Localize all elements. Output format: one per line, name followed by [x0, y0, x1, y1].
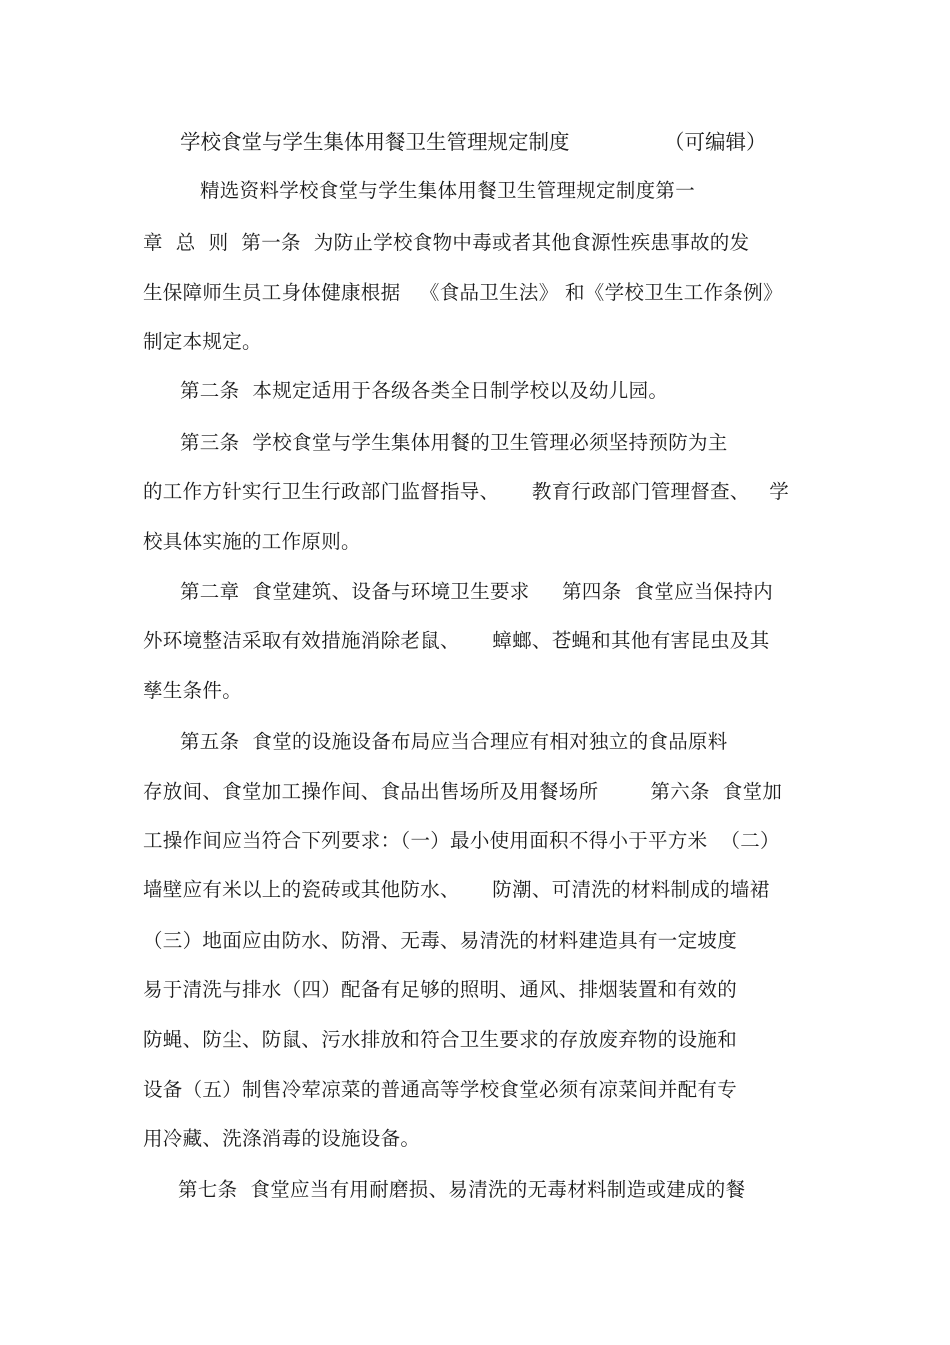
- text-line: 工操作间应当符合下列要求：（一）最小使用面积不得小于平方米 （二）: [143, 829, 780, 852]
- text-line: 第二章 食堂建筑、设备与环境卫生要求 第四条 食堂应当保持内: [180, 580, 774, 603]
- text-line: 第二条 本规定适用于各级各类全日制学校以及幼儿园。: [180, 379, 669, 402]
- text-line: 孳生条件。: [143, 679, 243, 702]
- text-line: 校具体实施的工作原则。: [143, 530, 361, 553]
- text-line: （三）地面应由防水、防滑、无毒、易清洗的材料建造具有一定坡度: [143, 929, 738, 952]
- text-line: 生保障师生员工身体健康根据 《食品卫生法》 和《学校卫生工作条例》: [143, 281, 783, 304]
- text-line: 第七条 食堂应当有用耐磨损、易清洗的无毒材料制造或建成的餐: [178, 1178, 746, 1201]
- text-line: 墙壁应有米以上的瓷砖或其他防水、 防潮、可清洗的材料制成的墙裙: [143, 878, 770, 901]
- text-line: 精选资料学校食堂与学生集体用餐卫生管理规定制度第一: [200, 179, 696, 202]
- text-line: 易于清洗与排水（四）配备有足够的照明、通风、排烟装置和有效的: [143, 978, 738, 1001]
- document-title: 学校食堂与学生集体用餐卫生管理规定制度: [180, 130, 570, 154]
- text-line: 存放间、食堂加工操作间、食品出售场所及用餐场所 第六条 食堂加: [143, 780, 783, 803]
- text-line: 第五条 食堂的设施设备布局应当合理应有相对独立的食品原料: [180, 730, 728, 753]
- text-line: 制定本规定。: [143, 330, 262, 353]
- text-line: 用冷藏、洗涤消毒的设施设备。: [143, 1127, 421, 1150]
- text-line: 的工作方针实行卫生行政部门监督指导、 教育行政部门管理督查、 学: [143, 480, 789, 503]
- text-line: 外环境整洁采取有效措施消除老鼠、 蟑螂、苍蝇和其他有害昆虫及其: [143, 629, 770, 652]
- text-line: 防蝇、防尘、防鼠、污水排放和符合卫生要求的存放废弃物的设施和: [143, 1028, 738, 1051]
- text-line: 章 总 则 第一条 为防止学校食物中毒或者其他食源性疾患事故的发: [143, 231, 750, 254]
- text-line: 第三条 学校食堂与学生集体用餐的卫生管理必须坚持预防为主: [180, 431, 728, 454]
- document-title-suffix: （可编辑）: [664, 130, 767, 154]
- text-line: 设备（五）制售冷荤凉菜的普通高等学校食堂必须有凉菜间并配有专: [143, 1078, 738, 1101]
